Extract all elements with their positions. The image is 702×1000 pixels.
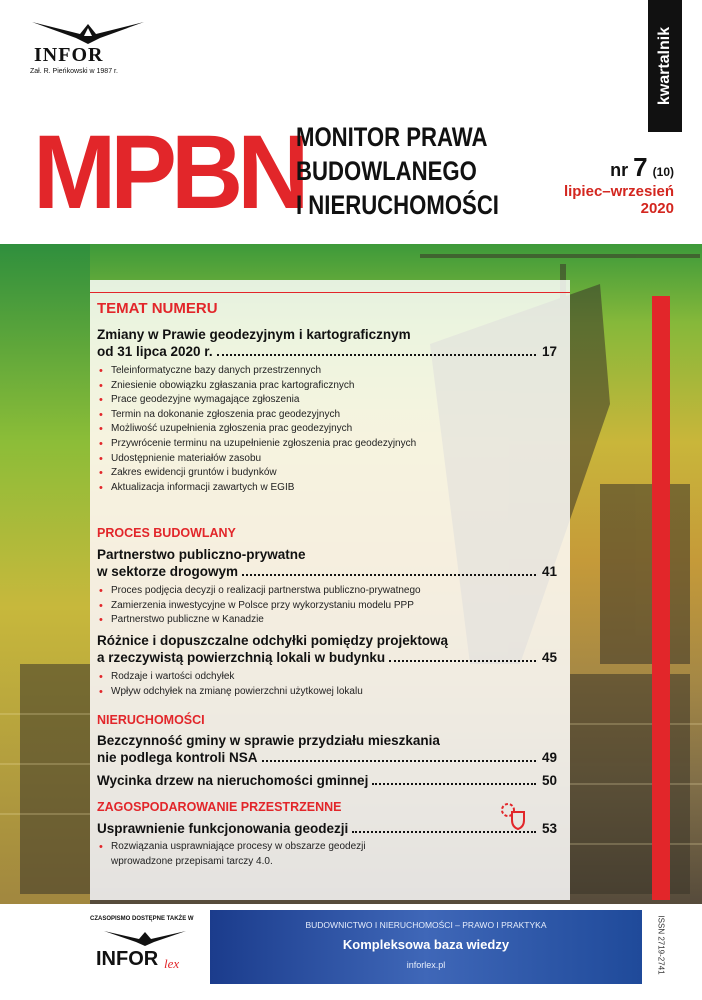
lead-article-line1: Zmiany w Prawie geodezyjnym i kartograficznym [97,327,411,342]
list-item: • Prace geodezyjne wymagające zgłoszenia [97,393,557,408]
list-item: • Zamierzenia inwestycyjne w Polsce przy wykorzystaniu modelu PPP [97,599,557,614]
dot-leader [372,783,536,785]
issue-info [560,152,674,217]
proces-article-2 [97,632,557,666]
issue-period: lipiec–wrzesień [563,183,674,200]
nieruchomosci-article1-line2 [97,749,557,766]
banner-url[interactable]: inforlex.pl [406,960,446,970]
issue-overall-number: (10) [652,165,674,179]
dot-leader [389,660,536,662]
nieruchomosci-article-1 [97,732,557,766]
nieruchomosci-article1-page: 49 [541,750,557,765]
list-item: • Możliwość uzupełnienia zgłoszenia prac geodezyjnych [97,422,557,437]
frequency-tab [648,0,682,132]
lead-bullet-list [97,364,557,495]
nieruchomosci-article2-page: 50 [541,773,557,788]
zagospodarowanie-article-page: 53 [541,821,557,836]
zagospodarowanie-bullets [97,840,427,869]
nieruchomosci-article2-row [97,772,557,789]
zagospodarowanie-article-text: Usprawnienie funkcjonowania geodezji [97,821,349,836]
issue-number-value: 7 [633,152,648,182]
title-line: I NIERUCHOMOŚCI [296,190,499,220]
nieruchomosci-article2-text: Wycinka drzew na nieruchomości gminnej [97,773,369,788]
proces-article1-line2 [97,563,557,580]
issue-number [560,152,674,183]
lead-article-line2-text: od 31 lipca 2020 r. [97,344,213,359]
lead-article-page: 17 [541,344,557,359]
list-item: • Przywrócenie terminu na uzupełnienie zgłoszenia prac geodezyjnych [97,437,557,452]
zagospodarowanie-article [97,820,557,837]
accent-bar [652,296,670,900]
nieruchomosci-article-2 [97,772,557,789]
section-heading-zagospodarowanie: ZAGOSPODAROWANIE PRZESTRZENNE [97,800,342,814]
banner-headline: Kompleksowa baza wiedzy [342,937,510,952]
list-item: • Termin na dokonanie zgłoszenia prac geodezyjnych [97,408,557,423]
issn-block [652,910,670,980]
zagospodarowanie-article-row [97,820,557,837]
list-item: • Wpływ odchyłek na zmianę powierzchni użytkowej lokalu [97,685,557,700]
title-line: MONITOR PRAWA [296,122,488,152]
list-item: • Rodzaje i wartości odchyłek [97,670,557,685]
inforlex-main-text: INFOR [96,948,159,970]
frequency-label: kwartalnik [656,26,673,106]
proces-article2-bullets [97,670,557,699]
proces-article2-line2-text: a rzeczywistą powierzchnią lokali w budynku [97,650,386,665]
title-line: BUDOWLANEGO [296,156,477,186]
list-item: • Zakres ewidencji gruntów i budynków [97,466,557,481]
list-item: • Udostępnienie materiałów zasobu [97,452,557,467]
infor-logo-text: INFOR [34,44,104,66]
issue-nr-label: nr [610,160,629,180]
list-item: • Zniesienie obowiązku zgłaszania prac kartograficznych [97,379,557,394]
banner-top-text: BUDOWNICTWO I NIERUCHOMOŚCI – PRAWO I PRAKTYKA [305,920,547,930]
dot-leader [352,831,536,833]
also-available-label: CZASOPISMO DOSTĘPNE TAKŻE W [90,916,194,922]
proces-article-1 [97,546,557,580]
dot-leader [217,354,536,356]
publication-title [296,120,499,222]
section-heading-lead: TEMAT NUMERU [97,300,218,317]
lead-article-line2 [97,343,557,360]
proces-article1-bullets [97,584,557,628]
section-heading-proces: PROCES BUDOWLANY [97,526,236,540]
infor-eagle-icon [28,20,148,46]
inforlex-logo [96,930,196,980]
proces-article1-page: 41 [541,564,557,579]
founded-note: Zał. R. Pieńkowski w 1987 r. [30,68,118,75]
toc-top-rule [90,292,570,293]
proces-article1-line1: Partnerstwo publiczno-prywatne [97,547,306,562]
nieruchomosci-article1-line2-text: nie podlega kontroli NSA [97,750,258,765]
proces-article2-line1: Różnice i dopuszczalne odchyłki pomiędzy projektową [97,633,449,648]
section-heading-nieruchomosci: NIERUCHOMOŚCI [97,713,205,727]
issn-text: ISSN 2719-2741 [656,915,666,975]
list-item: • Aktualizacja informacji zawartych w EGIB [97,481,557,496]
proces-article1-line2-text: w sektorze drogowym [97,564,239,579]
list-item: • Teleinformatyczne bazy danych przestrzennych [97,364,557,379]
list-item: • Partnerstwo publiczne w Kanadzie [97,613,557,628]
issue-year: 2020 [640,200,674,217]
nieruchomosci-article1-line1: Bezczynność gminy w sprawie przydziału mieszkania [97,733,440,748]
list-item: • Proces podjęcia decyzji o realizacji partnerstwa publiczno-prywatnego [97,584,557,599]
proces-article2-line2 [97,649,557,666]
dot-leader [242,574,536,576]
inforlex-sub-text: lex [164,956,180,971]
lead-article-title [97,326,557,360]
proces-article2-page: 45 [541,650,557,665]
inforlex-eagle-icon [100,930,190,946]
infor-logo [28,20,148,80]
inforlex-banner[interactable] [210,910,642,984]
dot-leader [262,760,536,762]
masthead-acronym: MPBN [33,113,304,232]
list-item: • Rozwiązania usprawniające procesy w obszarze geodezji wprowadzone przepisami tarczy 4.0. [97,840,427,869]
